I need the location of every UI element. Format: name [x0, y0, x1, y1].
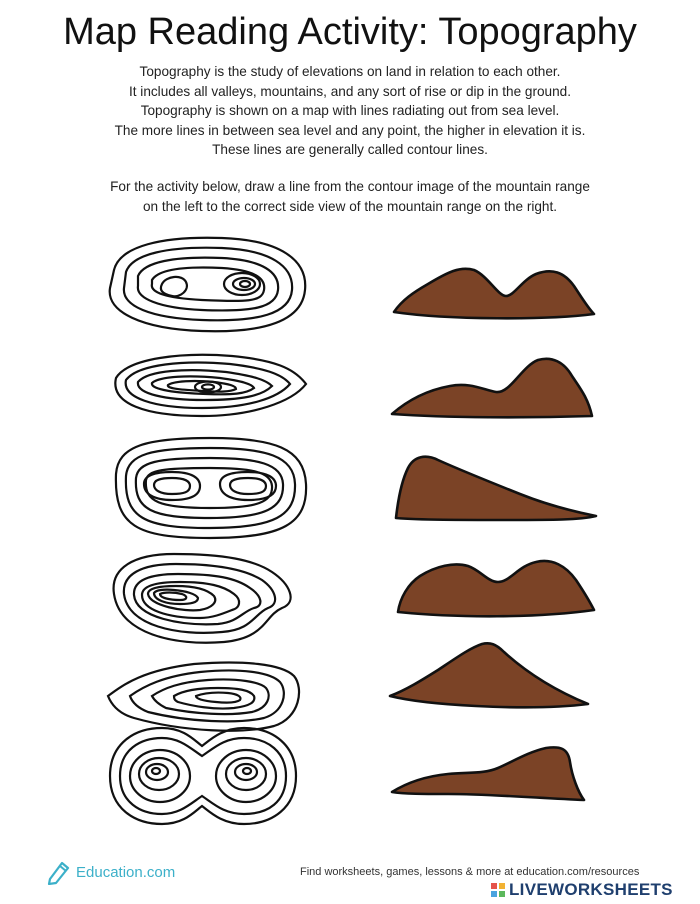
contour-map-4[interactable] [104, 548, 304, 648]
contour-map-6[interactable] [104, 724, 300, 828]
contour-map-1[interactable] [102, 232, 312, 337]
side-view-4[interactable] [388, 552, 600, 618]
mountain-shape [398, 561, 594, 616]
pencil-icon [46, 859, 72, 885]
side-view-6[interactable] [388, 736, 592, 806]
instruction-line: For the activity below, draw a line from the contour image of the mountain range [110, 179, 590, 194]
mountain-shape [392, 359, 592, 418]
resources-text: Find worksheets, games, lessons & more at education.com/resources [300, 866, 640, 878]
contour-map-3[interactable] [106, 434, 310, 542]
mountain-shape [396, 457, 596, 520]
liveworksheets-icon [490, 882, 506, 898]
intro-line: The more lines in between sea level and any point, the higher in elevation it is. [114, 122, 586, 138]
education-logo-text: Education.com [76, 863, 176, 881]
side-view-1[interactable] [388, 262, 598, 324]
liveworksheets-text: LIVEWORKSHEETS [509, 880, 673, 899]
page-title: Map Reading Activity: Topography [63, 11, 637, 53]
mountain-shape [392, 747, 584, 800]
side-view-5[interactable] [386, 638, 594, 712]
side-view-3[interactable] [390, 452, 602, 524]
side-view-2[interactable] [388, 352, 598, 420]
intro-line: It includes all valleys, mountains, and any sort of rise or dip in the ground. [128, 83, 572, 99]
intro-line: Topography is shown on a map with lines radiating out from sea level. [140, 103, 560, 118]
mountain-shape [390, 643, 588, 707]
education-logo[interactable] [46, 857, 175, 887]
intro-line: These lines are generally called contour lines. [212, 142, 488, 157]
mountain-shape [394, 269, 594, 319]
contour-map-2[interactable] [102, 348, 312, 420]
intro-paragraph [40, 62, 660, 160]
instruction-line: on the left to the correct side view of the mountain range on the right. [142, 198, 558, 214]
intro-line: Topography is the study of elevations on land in relation to each other. [139, 64, 561, 79]
instructions [40, 177, 660, 216]
liveworksheets-watermark [490, 879, 673, 901]
